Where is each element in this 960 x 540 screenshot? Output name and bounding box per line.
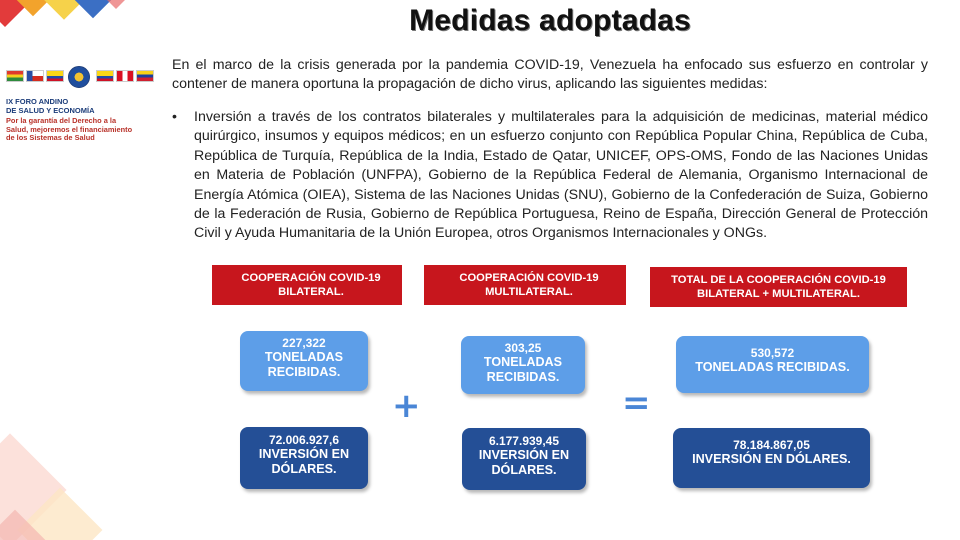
bilateral-tonnage-value: 227,322: [282, 336, 326, 350]
slide-title: Medidas adoptadas: [409, 4, 691, 37]
venezuela-flag: [136, 70, 154, 82]
multilateral-header: COOPERACIÓN COVID-19 MULTILATERAL.: [424, 265, 626, 305]
bilateral-tonnage-box: [240, 331, 368, 391]
bolivia-flag: [6, 70, 24, 82]
total-investment-label: INVERSIÓN EN DÓLARES.: [692, 452, 851, 466]
multilateral-investment-box: [462, 428, 586, 490]
total-tonnage-value: 530,572: [750, 346, 795, 360]
corner-decoration-top: [0, 0, 140, 40]
logo-subtitle: Por la garantía del Derecho a la Salud, mejoremos el financiamiento de los Sistemas de Salud: [6, 116, 133, 143]
bilateral-tonnage-label: TONELADAS RECIBIDAS.: [264, 350, 344, 379]
total-tonnage-label: TONELADAS RECIBIDAS.: [695, 360, 850, 374]
total-investment-value: 78.184.867,05: [733, 438, 810, 452]
bullet-symbol: •: [172, 109, 177, 125]
multilateral-tonnage-box: [461, 336, 585, 394]
multilateral-investment-label: INVERSIÓN EN DÓLARES.: [478, 448, 570, 477]
andean-flags: [6, 66, 151, 88]
ecuador-flag: [96, 70, 114, 82]
plus-sign: +: [392, 386, 421, 426]
total-header: TOTAL DE LA COOPERACIÓN COVID-19 BILATERAL + MULTILATERAL.: [650, 267, 907, 307]
total-investment-box: [673, 428, 870, 488]
organization-seal: [68, 66, 90, 88]
peru-flag: [116, 70, 134, 82]
logo-title: IX FORO ANDINO DE SALUD Y ECONOMÍA: [6, 97, 95, 115]
chile-flag: [26, 70, 44, 82]
corner-decoration-bottom: [0, 430, 150, 540]
bullet-text: Inversión a través de los contratos bilaterales y multilaterales para la adquisición de medicinas, material médico quirúrgico, insumos y equipos médicos; en un esfuerzo conjunto con República Popular China, República de Cuba, República de Turquía, República de la India, Estado de Qatar, UNICEF, OPS-OMS, Fondo de las Naciones Unidas en Materia de Población (UNFPA), Gobierno de la República Federal de Alemania, Organismo Internacional de Energía Atómica (OIEA), Sistema de las Naciones Unidas (SNU), Gobierno de la Confederación de Suiza, Gobierno de la Federación de Rusia, Gobierno de República Portuguesa, Reino de España, Dirección General de Protección Civil y Ayuda Humanitaria de la Unión Europea, otros Organismos Internacionales y ONGs.: [194, 109, 928, 242]
bilateral-header: COOPERACIÓN COVID-19 BILATERAL.: [212, 265, 402, 305]
multilateral-tonnage-label: TONELADAS RECIBIDAS.: [483, 355, 563, 384]
bilateral-investment-box: [240, 427, 368, 489]
bilateral-investment-value: 72.006.927,6: [268, 433, 340, 447]
colombia-flag: [46, 70, 64, 82]
multilateral-tonnage-value: 303,25: [504, 341, 542, 355]
multilateral-investment-value: 6.177.939,45: [488, 434, 560, 448]
intro-paragraph: En el marco de la crisis generada por la pandemia COVID-19, Venezuela ha enfocado sus esfuerzo en controlar y contener de manera oportuna la propagación de dicho virus, aplicando las siguientes medidas:: [172, 57, 928, 92]
equals-sign: =: [622, 383, 651, 423]
bilateral-investment-label: INVERSIÓN EN DÓLARES.: [258, 447, 350, 476]
total-tonnage-box: [676, 336, 869, 393]
